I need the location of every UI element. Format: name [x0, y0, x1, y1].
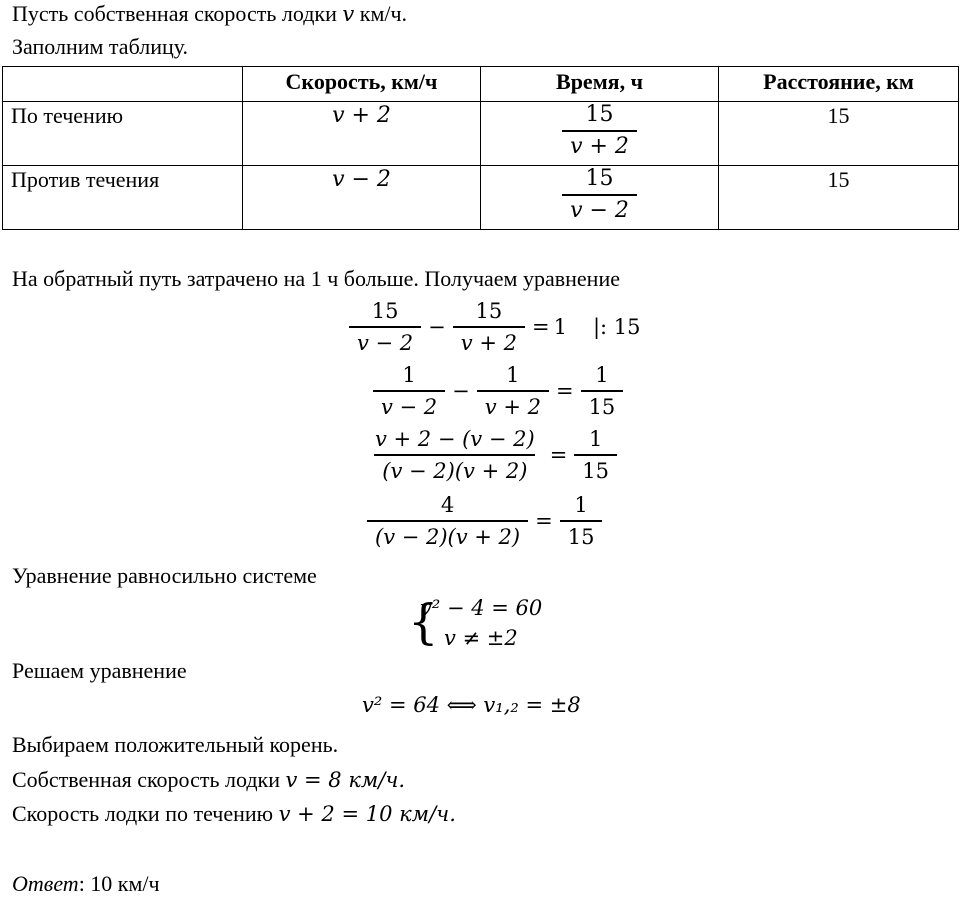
equals-sign: = [549, 443, 568, 467]
fraction-denominator: v + 2 [477, 390, 549, 420]
solve-equation: v² = 64 ⟺ v₁,₂ = ±8 [362, 693, 581, 717]
eq1-frac-b [453, 298, 525, 356]
eq4-frac-r [560, 492, 603, 550]
answer-value: : 10 км/ч [78, 871, 160, 896]
downstream-speed-expr: v + 2 = 10 км/ч. [278, 802, 456, 826]
intro-line-1 [12, 0, 407, 28]
row-label: По течению [3, 102, 243, 166]
eq2-frac-a [373, 362, 445, 420]
brace-icon: { [408, 594, 439, 650]
header-empty [3, 67, 243, 102]
fraction-denominator: 15 [581, 390, 624, 420]
row-label: Против течения [3, 166, 243, 230]
table-row [3, 102, 959, 166]
row-speed: v − 2 [243, 166, 481, 230]
equation-3 [364, 426, 620, 484]
header-distance: Расстояние, км [719, 67, 959, 102]
own-speed-line [12, 766, 405, 794]
time-fraction [562, 102, 637, 160]
fraction-denominator: (v − 2)(v + 2) [367, 520, 528, 550]
fraction-denominator: v − 2 [562, 194, 637, 224]
table-row [3, 166, 959, 230]
equation-2 [370, 362, 626, 420]
fraction-denominator: v − 2 [373, 390, 445, 420]
fraction-denominator: v + 2 [562, 130, 637, 160]
downstream-speed-text: Скорость лодки по течению [12, 801, 274, 826]
answer-label: Ответ [12, 871, 79, 896]
own-speed-expr: v = 8 км/ч. [285, 768, 406, 792]
motion-table [2, 66, 959, 230]
fraction-denominator: (v − 2)(v + 2) [374, 454, 535, 484]
fraction-denominator: 15 [560, 520, 603, 550]
fraction-numerator: 1 [506, 363, 520, 387]
fraction-denominator: v − 2 [349, 326, 421, 356]
eq1-rhs: 1 [553, 315, 567, 339]
table-header-row [3, 67, 959, 102]
minus-sign: − [452, 379, 470, 403]
intro-variable: v [342, 2, 355, 26]
fraction-numerator: 1 [588, 427, 603, 451]
time-fraction [562, 166, 637, 224]
fraction-numerator: 1 [402, 363, 416, 387]
eq2-frac-b [477, 362, 549, 420]
text-system: Уравнение равносильно системе [12, 563, 317, 588]
intro-line-2: Заполним таблицу. [12, 34, 189, 59]
fraction-numerator: 4 [440, 493, 455, 517]
fraction-numerator: 15 [475, 299, 503, 323]
text-choose: Выбираем положительный корень. [12, 732, 339, 757]
fraction-numerator: 15 [371, 299, 399, 323]
fraction-numerator: 15 [585, 102, 614, 127]
fraction-numerator: 15 [585, 166, 614, 191]
fraction-denominator: 15 [574, 454, 617, 484]
eq2-frac-r [581, 362, 624, 420]
row-speed: v + 2 [243, 102, 481, 166]
system-line-1: v² − 4 = 60 [420, 596, 543, 620]
eq1-divisor: |: 15 [592, 315, 641, 339]
eq3-frac-r [574, 426, 617, 484]
fraction-numerator: v + 2 − (v − 2) [375, 427, 535, 451]
text-equation: На обратный путь затрачено на 1 ч больше. Получаем уравнение [12, 266, 620, 291]
fraction-numerator: 1 [574, 493, 588, 517]
equals-sign: = [531, 315, 550, 339]
equation-4 [364, 492, 605, 550]
fraction-denominator: v + 2 [453, 326, 525, 356]
header-time: Время, ч [481, 67, 719, 102]
eq1-frac-a [349, 298, 421, 356]
intro-text: Пусть собственная скорость лодки [12, 1, 337, 26]
minus-sign: − [428, 315, 446, 339]
equals-sign: = [555, 379, 574, 403]
equals-sign: = [535, 509, 553, 533]
answer-line [12, 870, 160, 898]
intro-unit: км/ч. [359, 1, 408, 26]
own-speed-text: Собственная скорость лодки [12, 767, 280, 792]
equation-1 [346, 298, 641, 356]
row-time [481, 166, 719, 230]
eq3-frac-l [367, 426, 543, 484]
eq4-frac-l [367, 492, 528, 550]
fraction-numerator: 1 [595, 363, 609, 387]
system-line-2: v ≠ ±2 [444, 626, 518, 650]
text-solve: Решаем уравнение [12, 658, 187, 683]
row-distance: 15 [719, 102, 959, 166]
header-speed: Скорость, км/ч [243, 67, 481, 102]
row-time [481, 102, 719, 166]
row-distance: 15 [719, 166, 959, 230]
downstream-speed-line [12, 800, 456, 828]
